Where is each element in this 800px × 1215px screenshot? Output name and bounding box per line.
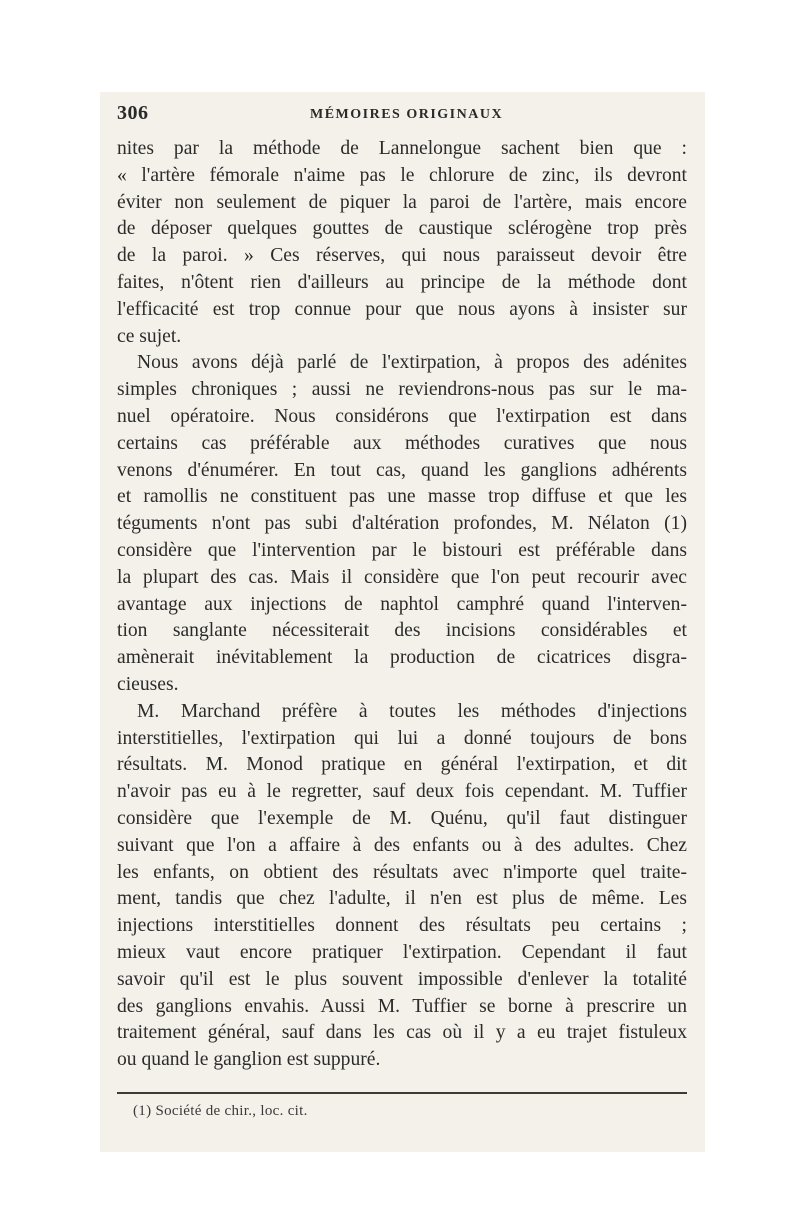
text-line: interstitielles, l'extirpation qui lui a donné toujours de bons — [117, 727, 687, 749]
text-line: ce sujet. — [117, 325, 182, 347]
text-line: suivant que l'on a affaire à des enfants ou à des adultes. Chez — [117, 834, 687, 856]
text-line: amènerait inévitablement la production de cicatrices disgra- — [117, 647, 687, 669]
paragraph-2 — [117, 350, 687, 698]
text-line: les enfants, on obtient des résultats avec n'importe quel traite- — [117, 861, 687, 883]
text-line: éviter non seulement de piquer la paroi de l'artère, mais encore — [117, 191, 687, 213]
text-line: résultats. M. Monod pratique en général l'extirpation, et dit — [117, 754, 687, 776]
paragraph-1 — [117, 136, 687, 350]
footnote: (1) Société de chir., loc. cit. — [133, 1103, 308, 1119]
paragraph-3 — [117, 699, 687, 1074]
text-line: savoir qu'il est le plus souvent impossible d'enlever la totalité — [117, 968, 687, 990]
text-line: tion sanglante nécessiterait des incisions considérables et — [117, 620, 687, 642]
text-line: ment, tandis que chez l'adulte, il n'en est plus de même. Les — [117, 888, 687, 910]
text-line: mieux vaut encore pratiquer l'extirpation. Cependant il faut — [117, 941, 687, 963]
footnote-divider — [117, 1092, 687, 1094]
page-header — [117, 102, 687, 128]
text-line: des ganglions envahis. Aussi M. Tuffier se borne à prescrire un — [117, 995, 687, 1017]
text-line: simples chroniques ; aussi ne reviendrons-nous pas sur le ma- — [117, 379, 687, 401]
text-line: certains cas préférable aux méthodes curatives que nous — [117, 432, 687, 454]
text-line: ou quand le ganglion est suppuré. — [117, 1049, 381, 1071]
text-line: injections interstitielles donnent des résultats peu certains ; — [117, 915, 687, 937]
text-line: nites par la méthode de Lannelongue sachent bien que : — [117, 138, 687, 159]
text-line: cieuses. — [117, 673, 179, 695]
text-line: de la paroi. » Ces réserves, qui nous paraisseut devoir être — [117, 245, 687, 267]
text-line: de déposer quelques gouttes de caustique sclérogène trop près — [117, 218, 687, 240]
text-line: la plupart des cas. Mais il considère que l'on peut recourir avec — [117, 566, 687, 588]
body-text — [117, 136, 687, 1074]
text-line: considère que l'intervention par le bistouri est préférable dans — [117, 539, 687, 561]
text-line: n'avoir pas eu à le regretter, sauf deux fois cependant. M. Tuffier — [117, 781, 687, 803]
text-line: avantage aux injections de naphtol camphré quand l'interven- — [117, 593, 687, 615]
text-line: l'efficacité est trop connue pour que nous ayons à insister sur — [117, 298, 687, 320]
text-line: téguments n'ont pas subi d'altération profondes, M. Nélaton (1) — [117, 513, 687, 535]
text-line: traitement général, sauf dans les cas où il y a eu trajet fistuleux — [117, 1022, 687, 1044]
page-number: 306 — [117, 102, 149, 124]
text-line: M. Marchand préfère à toutes les méthodes d'injections — [137, 700, 687, 722]
running-head: MÉMOIRES ORIGINAUX — [310, 107, 504, 122]
text-line: Nous avons déjà parlé de l'extirpation, à propos des adénites — [137, 352, 687, 374]
text-line: nuel opératoire. Nous considérons que l'extirpation est dans — [117, 405, 687, 427]
text-line: faites, n'ôtent rien d'ailleurs au principe de la méthode dont — [117, 271, 687, 293]
text-line: et ramollis ne constituent pas une masse trop diffuse et que les — [117, 486, 687, 508]
text-line: venons d'énumérer. En tout cas, quand les ganglions adhérents — [117, 459, 687, 481]
text-line: considère que l'exemple de M. Quénu, qu'il faut distinguer — [117, 807, 687, 829]
text-line: « l'artère fémorale n'aime pas le chlorure de zinc, ils devront — [117, 164, 687, 186]
